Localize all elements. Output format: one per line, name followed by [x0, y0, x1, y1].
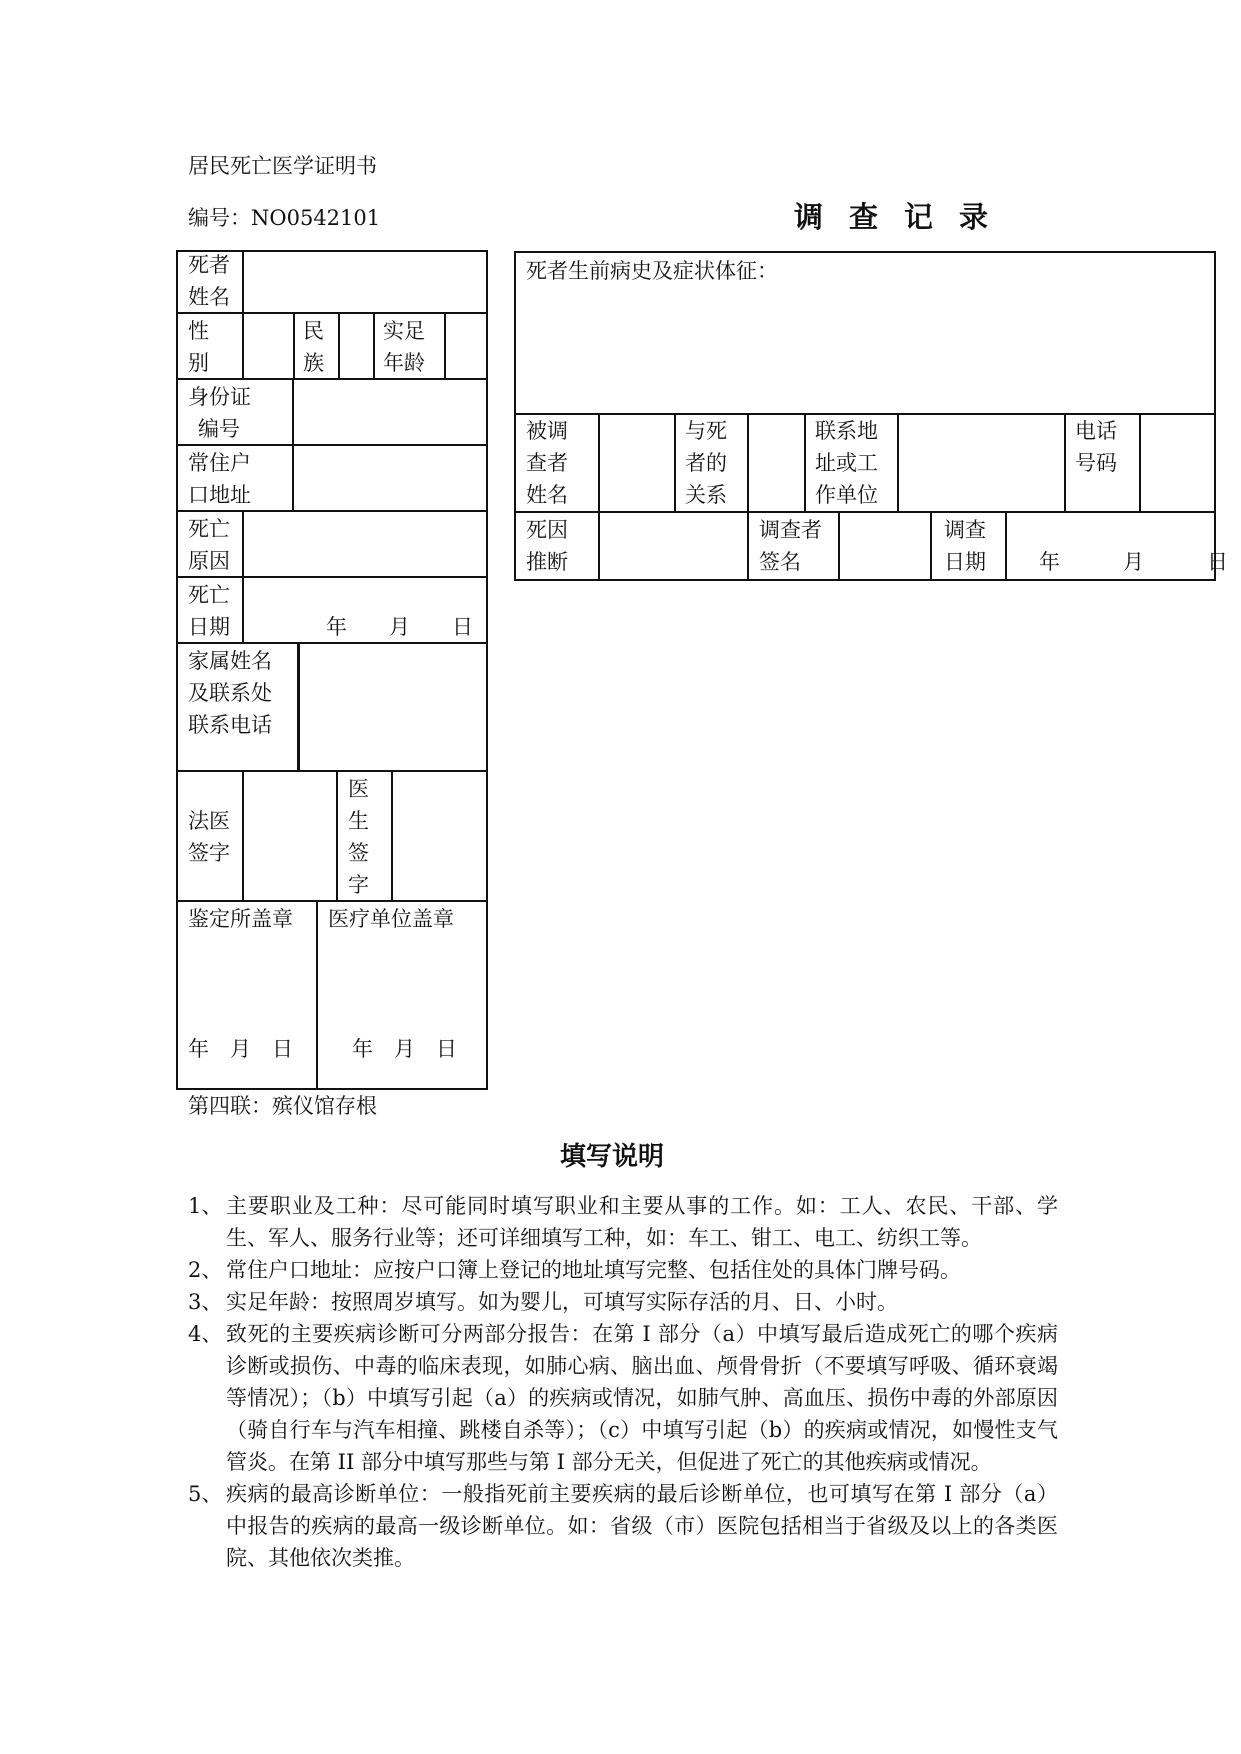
instruction-item-3: 3、 实足年龄：按照周岁填写。如为婴儿，可填写实际存活的月、日、小时。	[188, 1290, 898, 1314]
death-date-label: 死亡 日期	[188, 583, 230, 639]
investigation-date-value[interactable]: 年 月 日	[1039, 550, 1228, 574]
contact-address-label: 联系地 址或工 作单位	[815, 419, 878, 507]
stub-footer: 第四联：殡仪馆存根	[188, 1094, 377, 1118]
instructions-title: 填写说明	[560, 1142, 665, 1172]
interviewee-name-label: 被调 查者 姓名	[526, 419, 568, 507]
investigation-date-label: 调查 日期	[944, 518, 986, 574]
interviewee-name-field[interactable]	[600, 415, 674, 509]
medical-history-field[interactable]	[514, 286, 1214, 411]
sex-label: 性 别	[188, 319, 209, 375]
forensic-sign-label: 法医 签字	[188, 809, 230, 865]
doctor-sign-label: 医 生 签 字	[348, 777, 369, 897]
medical-seal-date[interactable]: 年 月 日	[352, 1037, 457, 1061]
cause-inference-field[interactable]	[600, 513, 747, 577]
instruction-item-2: 2、 常住户口地址：应按户口簿上登记的地址填写完整、包括住处的具体门牌号码。	[188, 1258, 961, 1282]
investigator-sign-label: 调查者 签名	[759, 518, 822, 574]
certificate-title: 居民死亡医学证明书	[188, 154, 377, 178]
ethnicity-label: 民 族	[303, 319, 324, 375]
death-date-value[interactable]: 年 月 日	[326, 615, 473, 639]
phone-label: 电话 号码	[1075, 419, 1117, 475]
deceased-name-label: 死者 姓名	[188, 253, 230, 309]
appraisal-seal-date[interactable]: 年 月 日	[188, 1037, 293, 1061]
instruction-item-5: 5、 疾病的最高诊断单位：一般指死前主要疾病的最后诊断单位，也可填写在第 I 部分（a）中报告的疾病的最高一级诊断单位。如：省级（市）医院包括相当于省级及以上的各类医院、其他依次类推。	[188, 1482, 1058, 1570]
death-cause-label: 死亡 原因	[188, 517, 230, 573]
contact-address-field[interactable]	[899, 415, 1064, 509]
instruction-item-1: 1、 主要职业及工种：尽可能同时填写职业和主要从事的工作。如：工人、农民、干部、学生、军人、服务行业等；还可详细填写工种，如：车工、钳工、电工、纺织工等。	[188, 1194, 1058, 1250]
id-number-label: 身份证 编号	[188, 385, 251, 441]
appraisal-seal-label: 鉴定所盖章	[188, 907, 293, 931]
investigation-title: 调查记录	[794, 200, 1015, 234]
relation-field[interactable]	[749, 415, 804, 509]
medical-seal-label: 医疗单位盖章	[328, 907, 454, 931]
age-label: 实足 年龄	[383, 319, 425, 375]
investigator-sign-field[interactable]	[840, 513, 930, 577]
serial-number: 编号：NO0542101	[188, 206, 381, 230]
medical-history-label: 死者生前病史及症状体征：	[526, 259, 778, 283]
phone-field[interactable]	[1141, 415, 1214, 509]
relation-label: 与死 者的 关系	[685, 419, 727, 507]
instruction-item-4: 4、 致死的主要疾病诊断可分两部分报告：在第 I 部分（a）中填写最后造成死亡的哪个疾病诊断或损伤、中毒的临床表现，如肺心病、脑出血、颅骨骨折（不要填写呼吸、循环衰竭等情况）；（b）中填写引起（a）的疾病或情况，如肺气肿、高血压、损伤中毒的外部原因（骑自行车与汽车相撞、跳楼自杀等）；（c）中填写引起（b）的疾病或情况，如慢性支气管炎。在第 II 部分中填写那些与第 I 部分无关，但促进了死亡的其他疾病或情况。	[188, 1322, 1058, 1474]
cause-inference-label: 死因 推断	[526, 518, 568, 574]
address-label: 常住户 口地址	[188, 451, 251, 507]
family-contact-label: 家属姓名 及联系处 联系电话	[188, 649, 272, 737]
